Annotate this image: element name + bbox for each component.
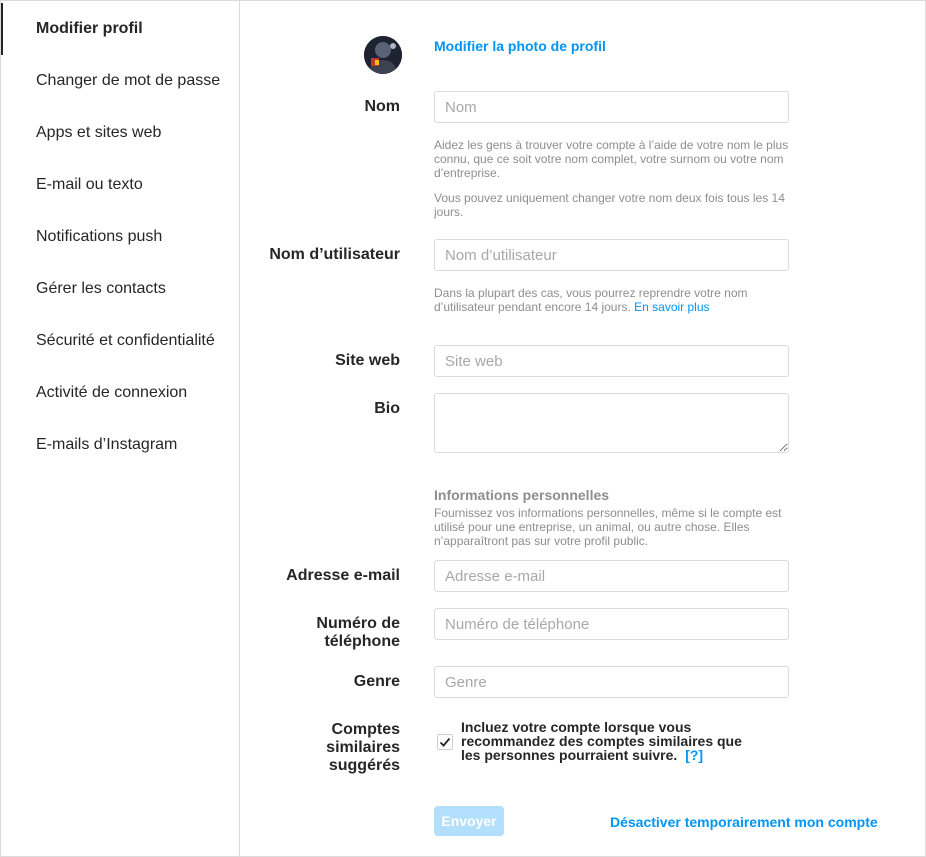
- sidebar-item-apps-websites[interactable]: [1, 107, 239, 159]
- sidebar-item-label: E-mails d’Instagram: [36, 436, 178, 453]
- username-label: Nom d’utilisateur: [269, 246, 400, 263]
- email-input[interactable]: [434, 560, 789, 592]
- sidebar-item-label: Apps et sites web: [36, 124, 162, 141]
- sidebar-item-email-sms[interactable]: [1, 159, 239, 211]
- name-change-limit-text: Vous pouvez uniquement changer votre nom deux fois tous les 14 jours.: [434, 191, 785, 219]
- sidebar-item-login-activity[interactable]: [1, 367, 239, 419]
- sidebar-item-label: Sécurité et confidentialité: [36, 332, 215, 349]
- personal-info-title: Informations personnelles: [434, 487, 610, 503]
- checkmark-icon: [439, 736, 451, 748]
- sidebar-item-label: Notifications push: [36, 228, 163, 245]
- name-input[interactable]: [434, 91, 789, 123]
- name-label: Nom: [364, 98, 400, 115]
- phone-input[interactable]: [434, 608, 789, 640]
- sidebar-item-label: Gérer les contacts: [36, 280, 166, 297]
- settings-sidebar: [1, 1, 240, 857]
- sidebar-item-manage-contacts[interactable]: [1, 263, 239, 315]
- change-profile-photo-link[interactable]: Modifier la photo de profil: [434, 38, 606, 54]
- similar-accounts-label-line2: similaires: [326, 739, 400, 756]
- bio-textarea[interactable]: [434, 393, 789, 453]
- similar-accounts-label-line1: Comptes: [331, 721, 400, 738]
- similar-accounts-label: [326, 721, 400, 775]
- website-label: Site web: [335, 352, 400, 369]
- personal-info-help: Fournissez vos informations personnelles, même si le compte est utilisé pour une entreprise, un animal, ou autre chose. Elles n’apparaîtront pas sur votre profil public.: [434, 506, 782, 548]
- submit-button[interactable]: Envoyer: [434, 806, 504, 836]
- website-input[interactable]: [434, 345, 789, 377]
- sidebar-item-label: Modifier profil: [36, 20, 143, 37]
- name-help-text: Aidez les gens à trouver votre compte à l’aide de votre nom le plus connu, que ce soit votre nom complet, votre surnom ou votre nom d’entreprise.: [434, 138, 789, 180]
- similar-accounts-text: [461, 720, 761, 762]
- avatar-image: [364, 36, 402, 74]
- similar-accounts-checkbox[interactable]: [437, 734, 453, 750]
- sidebar-item-push-notifications[interactable]: [1, 211, 239, 263]
- sidebar-item-edit-profile[interactable]: [1, 3, 239, 55]
- sidebar-item-label: Activité de connexion: [36, 384, 188, 401]
- sidebar-item-label: Changer de mot de passe: [36, 72, 221, 89]
- username-help-text: [434, 286, 794, 314]
- email-label: Adresse e-mail: [286, 567, 400, 584]
- avatar[interactable]: [364, 36, 402, 74]
- phone-label-line1: Numéro de: [316, 615, 400, 632]
- deactivate-account-link[interactable]: Désactiver temporairement mon compte: [610, 814, 878, 830]
- gender-label: Genre: [353, 673, 400, 690]
- similar-accounts-help-link[interactable]: [?]: [685, 747, 704, 763]
- bio-label: Bio: [374, 400, 400, 417]
- username-input[interactable]: [434, 239, 789, 271]
- sidebar-item-label: E-mail ou texto: [36, 176, 143, 193]
- similar-accounts-description: Incluez votre compte lorsque vous recommandez des comptes similaires que les personnes pourraient suivre.: [461, 719, 742, 763]
- username-help-body: Dans la plupart des cas, vous pourrez reprendre votre nom d’utilisateur pendant encore 14 jours.: [434, 286, 748, 314]
- phone-label-line2: téléphone: [324, 633, 400, 650]
- sidebar-item-instagram-emails[interactable]: [1, 419, 239, 471]
- similar-accounts-label-line3: suggérés: [328, 757, 400, 774]
- gender-input[interactable]: [434, 666, 789, 698]
- phone-label: [316, 615, 400, 651]
- sidebar-item-privacy-security[interactable]: [1, 315, 239, 367]
- learn-more-link[interactable]: En savoir plus: [634, 300, 710, 314]
- sidebar-item-change-password[interactable]: [1, 55, 239, 107]
